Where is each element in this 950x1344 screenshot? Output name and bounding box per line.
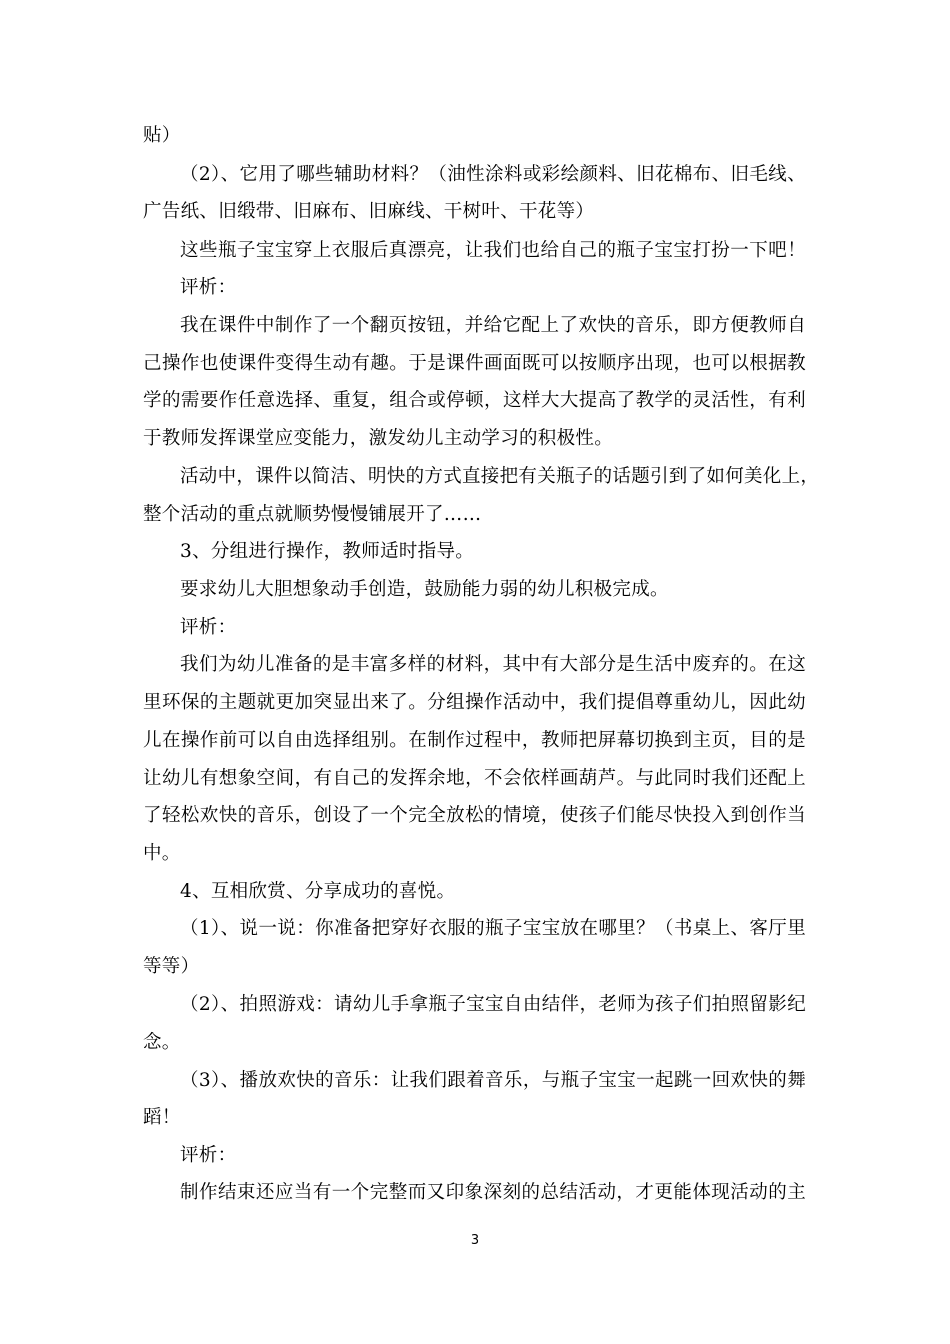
text-line: （1）、说一说：你准备把穿好衣服的瓶子宝宝放在哪里？（书桌上、客厅里	[180, 918, 806, 939]
section-heading: 3、分组进行操作，教师适时指导。	[180, 541, 475, 562]
text-line: 让幼儿有想象空间，有自己的发挥余地，不会依样画葫芦。与此同时我们还配上	[143, 768, 806, 789]
text-line: 于教师发挥课堂应变能力，激发幼儿主动学习的积极性。	[143, 428, 614, 449]
text-line: 儿在操作前可以自由选择组别。在制作过程中，教师把屏幕切换到主页，目的是	[143, 730, 806, 751]
text-line: （2）、它用了哪些辅助材料？（油性涂料或彩绘颜料、旧花棉布、旧毛线、	[180, 164, 806, 185]
text-line: 念。	[143, 1032, 181, 1053]
text-line: 我在课件中制作了一个翻页按钮，并给它配上了欢快的音乐，即方便教师自	[180, 315, 806, 336]
section-heading: 4、互相欣赏、分享成功的喜悦。	[180, 881, 456, 902]
text-line: 广告纸、旧缎带、旧麻布、旧麻线、干树叶、干花等）	[143, 201, 595, 222]
text-line: 要求幼儿大胆想象动手创造，鼓励能力弱的幼儿积极完成。	[180, 579, 669, 600]
text-line: 评析：	[180, 1145, 237, 1166]
text-line: 评析：	[180, 617, 237, 638]
text-line: 这些瓶子宝宝穿上衣服后真漂亮，让我们也给自己的瓶子宝宝打扮一下吧！	[180, 240, 806, 261]
text-line: 制作结束还应当有一个完整而又印象深刻的总结活动，才更能体现活动的主	[180, 1182, 806, 1203]
text-line: 蹈！	[143, 1107, 181, 1128]
text-line: 己操作也使课件变得生动有趣。于是课件画面既可以按顺序出现，也可以根据教	[143, 353, 806, 374]
text-line: 等等）	[143, 956, 200, 977]
page-number: 3	[470, 1233, 480, 1248]
text-line: 整个活动的重点就顺势慢慢铺展开了……	[143, 504, 482, 525]
text-line: 了轻松欢快的音乐，创设了一个完全放松的情境，使孩子们能尽快投入到创作当	[143, 805, 806, 826]
text-line: 活动中，课件以简洁、明快的方式直接把有关瓶子的话题引到了如何美化上，	[180, 466, 820, 487]
text-line: 中。	[143, 843, 181, 864]
text-line: （3）、播放欢快的音乐：让我们跟着音乐，与瓶子宝宝一起跳一回欢快的舞	[180, 1070, 806, 1091]
text-line: 里环保的主题就更加突显出来了。分组操作活动中，我们提倡尊重幼儿，因此幼	[143, 692, 806, 713]
text-line: 我们为幼儿准备的是丰富多样的材料，其中有大部分是生活中废弃的。在这	[180, 654, 806, 675]
text-line: 学的需要作任意选择、重复，组合或停顿，这样大大提高了教学的灵活性，有利	[143, 390, 806, 411]
text-line: （2）、拍照游戏：请幼儿手拿瓶子宝宝自由结伴，老师为孩子们拍照留影纪	[180, 994, 806, 1015]
text-line: 贴）	[143, 125, 181, 146]
text-line: 评析：	[180, 277, 237, 298]
